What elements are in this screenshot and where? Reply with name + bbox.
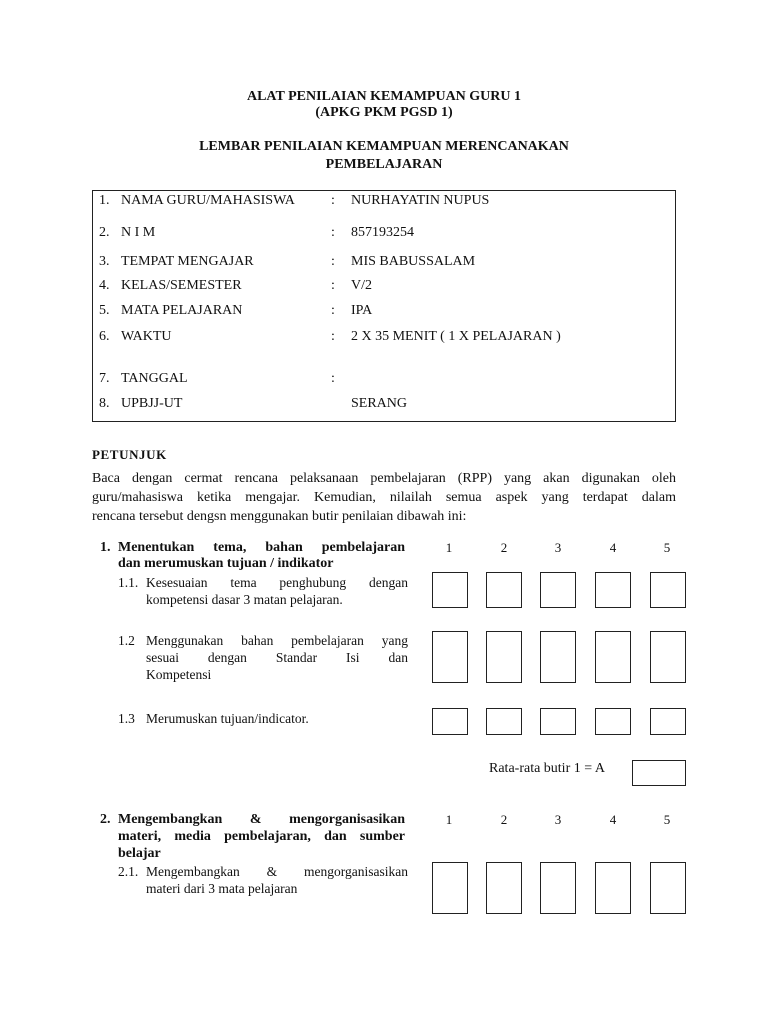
score-box-1-2-5[interactable] [650, 631, 686, 683]
row-colon: : [331, 329, 335, 344]
row-value: IPA [351, 303, 373, 318]
score-box-1-2-4[interactable] [595, 631, 631, 683]
row-label: KELAS/SEMESTER [121, 278, 242, 293]
row-number: 1. [99, 193, 110, 208]
row-number: 2. [99, 225, 110, 240]
form-subtitle-line1: LEMBAR PENILAIAN KEMAMPUAN MERENCANAKAN [199, 139, 569, 154]
criterion-text-line1: Mengembangkan & mengorganisasikan [146, 864, 408, 879]
average-box-1[interactable] [632, 760, 686, 786]
row-colon: : [331, 254, 335, 269]
row-label: MATA PELAJARAN [121, 303, 243, 318]
criterion-1-1 [118, 574, 408, 614]
section-1-title-line1: Menentukan tema, bahan pembelajaran [118, 540, 405, 555]
criterion-text-line3: Kompetensi [146, 667, 212, 682]
row-label: NAMA GURU/MAHASISWA [121, 193, 295, 208]
scale-label-1: 1 [445, 540, 453, 555]
scale-label-5: 5 [663, 540, 671, 555]
criterion-2-1 [118, 863, 408, 903]
row-colon: : [331, 371, 335, 386]
instructions-heading: PETUNJUK [92, 447, 167, 462]
score-box-1-1-4[interactable] [595, 572, 631, 608]
criterion-1-2 [118, 632, 408, 688]
scale-label-5: 5 [663, 812, 671, 827]
instructions-line-2: guru/mahasiswa ketika mengajar. Kemudian, nilailah semua aspek yang terdapat dalam [92, 490, 676, 505]
identity-table [92, 190, 676, 422]
row-colon: : [331, 225, 335, 240]
score-box-2-1-2[interactable] [486, 862, 522, 914]
row-number: 6. [99, 329, 110, 344]
criterion-number: 1.1. [118, 575, 139, 590]
score-box-1-1-5[interactable] [650, 572, 686, 608]
score-box-2-1-1[interactable] [432, 862, 468, 914]
average-label-1: Rata-rata butir 1 = A [489, 761, 605, 776]
score-box-1-2-2[interactable] [486, 631, 522, 683]
criterion-text-line2: kompetensi dasar 3 matan pelajaran. [146, 592, 343, 607]
score-box-1-1-3[interactable] [540, 572, 576, 608]
scale-label-3: 3 [554, 540, 562, 555]
criterion-1-3 [118, 710, 408, 730]
row-label: WAKTU [121, 329, 172, 344]
criterion-text-line1: Menggunakan bahan pembelajaran yang [146, 633, 408, 648]
row-colon: : [331, 303, 335, 318]
section-1-number: 1. [100, 540, 111, 555]
row-value: V/2 [351, 278, 372, 293]
row-value: NURHAYATIN NUPUS [351, 193, 490, 208]
row-number: 7. [99, 371, 110, 386]
score-box-2-1-5[interactable] [650, 862, 686, 914]
scale-label-2: 2 [500, 812, 508, 827]
instructions-line-3: rencana tersebut dengsn menggunakan butir penilaian dibawah ini: [92, 509, 467, 524]
criterion-text-line2: sesuai dengan Standar Isi dan [146, 650, 408, 665]
row-value: MIS BABUSSALAM [351, 254, 476, 269]
criterion-text-line2: materi dari 3 mata pelajaran [146, 881, 298, 896]
scale-label-4: 4 [609, 540, 617, 555]
row-colon: : [331, 278, 335, 293]
section-2-title-line2: materi, media pembelajaran, dan sumber [118, 829, 405, 844]
criterion-number: 1.2 [118, 633, 135, 648]
criterion-number: 2.1. [118, 864, 139, 879]
score-box-2-1-4[interactable] [595, 862, 631, 914]
row-label: TEMPAT MENGAJAR [121, 254, 254, 269]
row-number: 3. [99, 254, 110, 269]
score-box-1-2-1[interactable] [432, 631, 468, 683]
score-box-1-3-2[interactable] [486, 708, 522, 735]
score-box-1-3-4[interactable] [595, 708, 631, 735]
section-1-title-line2: dan merumuskan tujuan / indikator [118, 556, 334, 571]
score-box-1-1-1[interactable] [432, 572, 468, 608]
section-2-title-line1: Mengembangkan & mengorganisasikan [118, 812, 405, 827]
row-label: TANGGAL [121, 371, 188, 386]
scale-label-4: 4 [609, 812, 617, 827]
row-value: SERANG [351, 396, 408, 411]
criterion-text-line1: Merumuskan tujuan/indicator. [146, 711, 309, 726]
scale-label-1: 1 [445, 812, 453, 827]
form-code: (APKG PKM PGSD 1) [315, 105, 453, 120]
criterion-number: 1.3 [118, 711, 135, 726]
row-number: 8. [99, 396, 110, 411]
score-box-1-3-1[interactable] [432, 708, 468, 735]
section-2-number: 2. [100, 812, 111, 827]
row-colon: : [331, 193, 335, 208]
form-subtitle-line2: PEMBELAJARAN [325, 157, 443, 172]
row-label: N I M [121, 225, 156, 240]
row-label: UPBJJ-UT [121, 396, 183, 411]
score-box-1-3-3[interactable] [540, 708, 576, 735]
section-2-title-line3: belajar [118, 846, 161, 861]
criterion-text-line1: Kesesuaian tema penghubung dengan [146, 575, 408, 590]
row-value: 2 X 35 MENIT ( 1 X PELAJARAN ) [351, 329, 561, 344]
row-number: 5. [99, 303, 110, 318]
score-box-1-1-2[interactable] [486, 572, 522, 608]
score-box-1-2-3[interactable] [540, 631, 576, 683]
score-box-2-1-3[interactable] [540, 862, 576, 914]
row-value: 857193254 [351, 225, 414, 240]
scale-label-2: 2 [500, 540, 508, 555]
form-title: ALAT PENILAIAN KEMAMPUAN GURU 1 [246, 89, 522, 104]
instructions-line-1: Baca dengan cermat rencana pelaksanaan pembelajaran (RPP) yang akan digunakan oleh [92, 471, 676, 486]
scale-label-3: 3 [554, 812, 562, 827]
row-number: 4. [99, 278, 110, 293]
score-box-1-3-5[interactable] [650, 708, 686, 735]
